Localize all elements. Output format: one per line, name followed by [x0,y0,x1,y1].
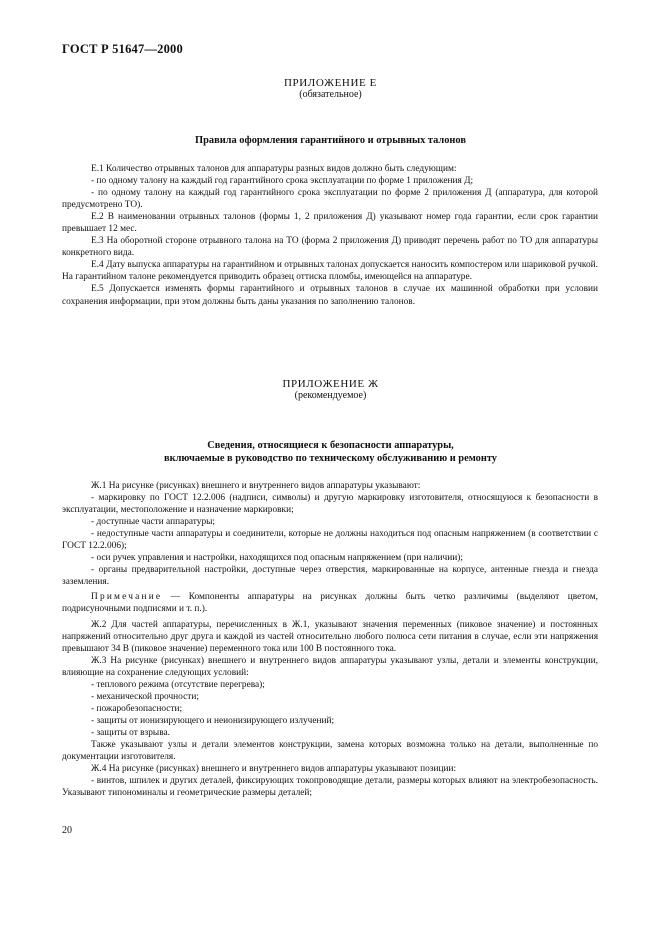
paragraph: Ж.1 На рисунке (рисунках) внешнего и внутреннего видов аппаратуры указывают: [91,481,421,491]
list-item: - винтов, шпилек и других деталей, фиксирующих токопроводящие детали, размеры которых влияют на электробезопасность. Указывают типономиналы и геометрические размеры деталей; [62,776,598,799]
standard-code: ГОСТ Р 51647—2000 [62,42,183,56]
paragraph: Ж.2 Для частей аппаратуры, перечисленных в Ж.1, указывают значения переменных (пиковое значение) и постоянных напряжений относительно друг друга и каждой из частей относительно любого полюса сети питания в случае, если эти напряжения превышают 34 В (пиковое значение) переменного тока или 100 В постоянного тока. [62,619,598,654]
list-item: - теплового режима (отсутствие перегрева); [91,679,265,690]
paragraph: Е.1 Количество отрывных талонов для аппаратуры разных видов должно быть следующим: [91,164,457,174]
annex-zh-heading-line2: включаемые в руководство по техническому обслуживанию и ремонту [164,453,497,464]
annex-zh-status: (рекомендуемое) [294,390,367,401]
list-item: - органы предварительной настройки, доступные через отверстия, маркированные на корпусе, антенные гнезда и гнезда заземления. [62,565,598,588]
list-item: - по одному талону на каждый год гарантийного срока эксплуатации по форме 1 приложения Д; [91,176,474,187]
paragraph: Е.3 На оборотной стороне отрывного талона на ТО (форма 2 приложения Д) приводят перечень работ по ТО для аппаратуры конкретного вида. [62,236,598,259]
paragraph: Ж.4 На рисунке (рисунках) внешнего и внутреннего видов аппаратуры указывают позиции: [91,764,457,775]
paragraph: Е.5 Допускается изменять формы гарантийного и отрывных талонов в случае их машинной обработки при условии сохранения информации, при этом должны быть даны указания по заполнению талонов. [62,284,598,307]
paragraph: Ж.3 На рисунке (рисунках) внешнего и внутреннего видов аппаратуры указывают узлы, детали и элементы конструкции, влияющие на сохранение следующих условий: [62,655,598,678]
note-label: Примечание [91,592,163,603]
paragraph: Е.4 Дату выпуска аппаратуры на гарантийном и отрывных талонах допускается наносить компостером или шариковой ручкой. На гарантийном талоне рекомендуется приводить образец оттиска пломбы, имеющейся на аппаратуре. [62,260,598,283]
list-item: - доступные части аппаратуры; [91,517,215,528]
list-item: - оси ручек управления и настройки, находящихся под опасным напряжением (при наличии); [91,553,463,564]
annex-zh-heading-line1: Сведения, относящиеся к безопасности аппаратуры, [207,440,454,451]
note-text: — Компоненты аппаратуры на рисунках должны быть четко различимы (выделяют цветом, подрисуночными подписями и т. п.). [62,592,598,615]
annex-e-body [62,163,598,308]
paragraph: Также указывают узлы и детали элементов конструкции, замена которых возможна только на детали, выполненные по документации изготовителя. [62,739,598,763]
list-item: - маркировку по ГОСТ 12.2.006 (надписи, символы) и другую маркировку изготовителя, относящуюся к безопасности в эксплуатации, местоположение и назначение маркировки; [62,493,598,516]
list-item: - пожаробезопасности; [91,703,183,714]
annex-e-heading: Правила оформления гарантийного и отрывных талонов [195,135,466,146]
list-item: - недоступные части аппаратуры и соединители, которые не должны находиться под опасным напряжением (в соответствии с ГОСТ 12.2.006); [62,529,598,552]
annex-zh-title: ПРИЛОЖЕНИЕ Ж [282,378,379,390]
paragraph: Е.2 В наименовании отрывных талонов (формы 1, 2 приложения Д) указывают номер года гарантии, если срок гарантии превышает 12 мес. [62,212,598,235]
annex-e-status: (обязательное) [299,89,362,100]
annex-e-title: ПРИЛОЖЕНИЕ Е [284,77,377,89]
list-item: - защиты от взрыва. [91,727,170,738]
page-number: 20 [62,825,72,836]
annex-zh-body [62,480,598,799]
list-item: - по одному талону на каждый год гарантийного срока эксплуатации по форме 2 приложения Д (аппаратура, для которой предусмотрено ТО). [62,188,598,211]
note [62,591,598,615]
list-item: - защиты от ионизирующего и неионизирующего излучений; [91,715,335,726]
list-item: - механической прочности; [91,691,199,702]
